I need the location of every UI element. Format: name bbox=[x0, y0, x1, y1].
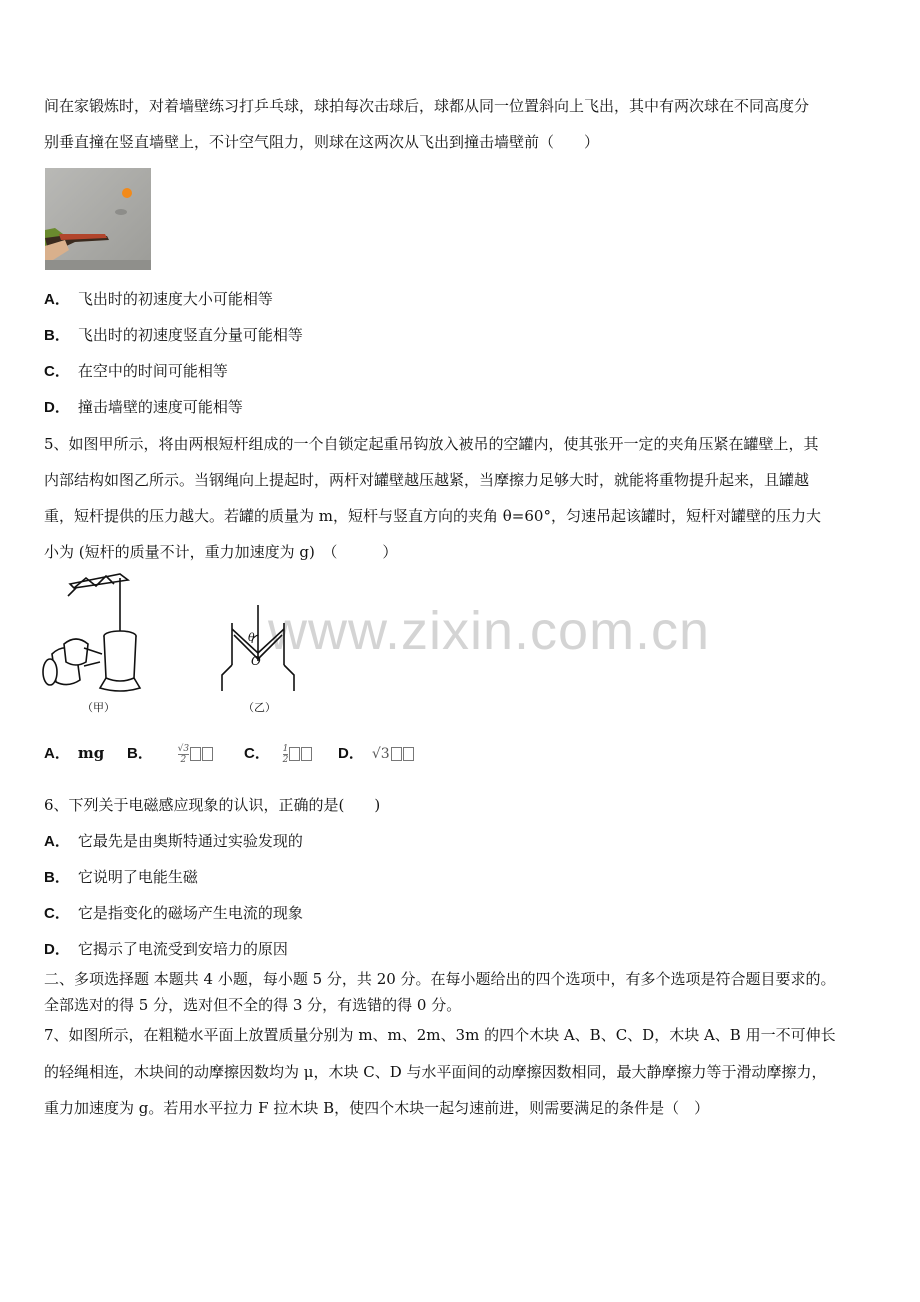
q5-choice-c-fraction: $\frac{1}{2}$ bbox=[282, 743, 289, 765]
figure-yi-theta: θ bbox=[248, 631, 255, 644]
figure-jia bbox=[40, 570, 160, 698]
q6-option-b: B． 它说明了电能生磁 bbox=[44, 868, 198, 886]
figure-yi bbox=[212, 605, 302, 693]
q4-stem-line1: 间在家锻炼时，对着墙壁练习打乒乓球，球拍每次击球后，球都从同一位置斜向上飞出，其中有两次球在不同高度分 bbox=[44, 97, 810, 115]
q7-stem-line1: 7、如图所示，在粗糙水平面上放置质量分别为 m、m、2m、3m 的四个木块 A、B、C、D，木块 A、B 用一不可伸长 bbox=[44, 1026, 836, 1044]
figure-yi-o-label: O bbox=[251, 654, 261, 668]
q4-option-c: C． 在空中的时间可能相等 bbox=[44, 362, 228, 380]
q6-option-d: D． 它揭示了电流受到安培力的原因 bbox=[44, 940, 288, 958]
q5-stem-line2: 内部结构如图乙所示。当钢绳向上提起时，两杆对罐壁越压越紧，当摩擦力足够大时，就能将重物提升起来，且罐越 bbox=[44, 471, 810, 489]
section2-heading-line1: 二、多项选择题 本题共 4 小题，每小题 5 分，共 20 分。在每小题给出的四个选项中，有多个选项是符合题目要求的。 bbox=[44, 970, 836, 988]
figure-yi-label: （乙） bbox=[243, 701, 276, 714]
q5-choice-d: D． √3 bbox=[338, 742, 414, 763]
q5-stem-line3: 重，短杆提供的压力越大。若罐的质量为 m，短杆与竖直方向的夹角 θ=60°，匀速吊起该罐时，短杆对罐壁的压力大 bbox=[44, 507, 821, 525]
q5-stem-line4: 小为 (短杆的质量不计，重力加速度为 g) （ ） bbox=[44, 543, 398, 561]
q7-stem-line3: 重力加速度为 g。若用水平拉力 F 拉木块 B，使四个木块一起匀速前进，则需要满足的条件是（ ） bbox=[44, 1099, 710, 1117]
q6-stem: 6、下列关于电磁感应现象的认识，正确的是( ) bbox=[44, 796, 381, 814]
q5-choice-c: C． $\frac{1}{2}$ bbox=[244, 742, 312, 765]
watermark: www.zixin.com.cn bbox=[268, 601, 711, 661]
q5-stem-line1: 5、如图甲所示，将由两根短杆组成的一个自锁定起重吊钩放入被吊的空罐内，使其张开一定的夹角压紧在罐壁上，其 bbox=[44, 435, 819, 453]
q5-choice-a: A． mg bbox=[44, 744, 105, 762]
section2-heading-line2: 全部选对的得 5 分，选对但不全的得 3 分，有选错的得 0 分。 bbox=[44, 996, 462, 1014]
q7-stem-line2: 的轻绳相连，木块间的动摩擦因数均为 μ，木块 C、D 与水平面间的动摩擦因数相同，最大静摩擦力等于滑动摩擦力， bbox=[44, 1063, 827, 1081]
q4-option-a: A． 飞出时的初速度大小可能相等 bbox=[44, 290, 273, 308]
q6-option-a: A． 它最先是由奥斯特通过实验发现的 bbox=[44, 832, 303, 850]
q5-choice-b-fraction: $\frac{√3}{2}$ bbox=[177, 743, 190, 765]
figure-jia-label: （甲） bbox=[82, 701, 115, 714]
q6-option-c: C． 它是指变化的磁场产生电流的现象 bbox=[44, 904, 303, 922]
q4-stem-line2: 别垂直撞在竖直墙壁上，不计空气阻力，则球在这两次从飞出到撞击墙壁前（ ） bbox=[44, 133, 600, 151]
q4-option-d: D． 撞击墙壁的速度可能相等 bbox=[44, 398, 243, 416]
q5-choice-b: B． $\frac{√3}{2}$ bbox=[127, 742, 213, 765]
pingpong-photo bbox=[45, 168, 151, 270]
q4-option-b: B． 飞出时的初速度竖直分量可能相等 bbox=[44, 326, 303, 344]
